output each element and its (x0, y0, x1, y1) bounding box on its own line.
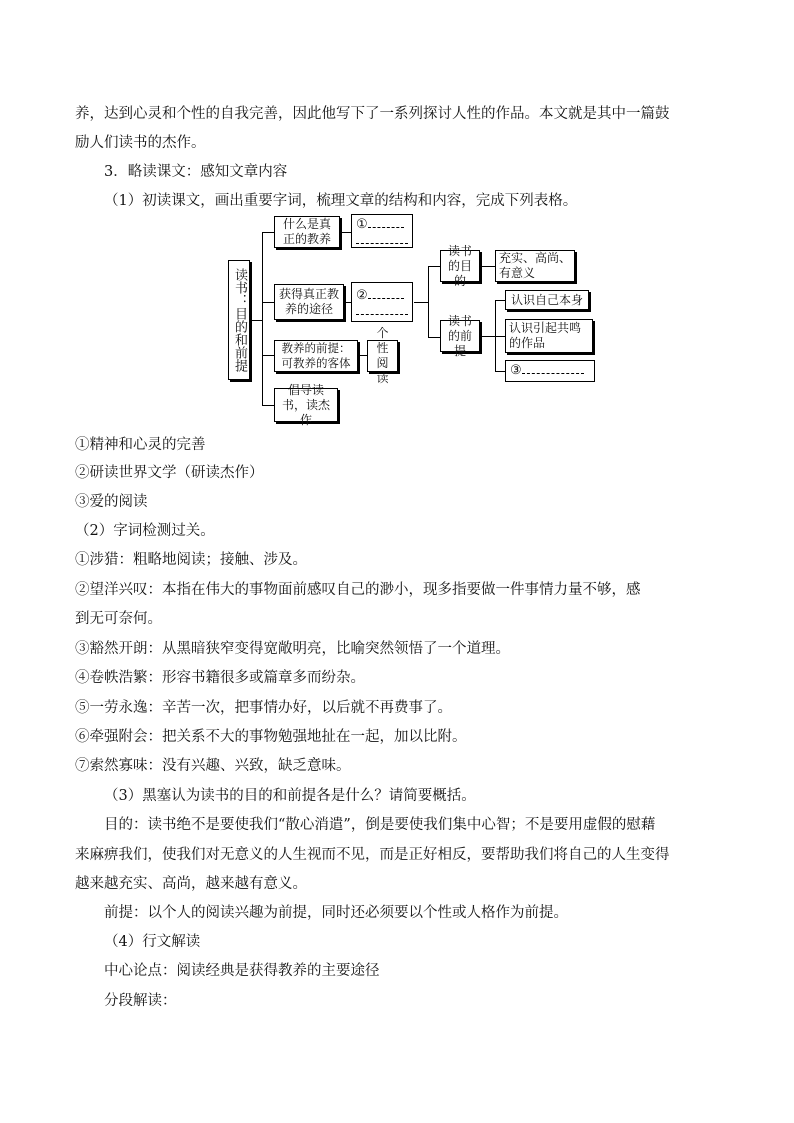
vocab-item: ⑤一劳永逸：辛苦一次，把事情办好，以后就不再费事了。 (75, 700, 452, 716)
blank-3-label: ③ (510, 363, 522, 378)
vocab-item: 到无可奈何。 (75, 611, 162, 627)
connector (262, 302, 274, 303)
answer-3: ③爱的阅读 (75, 494, 148, 510)
connector (495, 336, 505, 337)
q3-purpose-line-1: 目的：读书绝不是要使我们“散心消遣”，倒是要使我们集中心智；不是要用虚假的慰藉 (104, 817, 656, 833)
blank-2 (356, 288, 408, 320)
connector (495, 371, 505, 372)
reading-purpose: 读书的目的 (440, 250, 480, 282)
structure-diagram (228, 212, 608, 427)
blank-line (368, 298, 404, 299)
question-2: （2）字词检测过关。 (75, 523, 215, 539)
question-3: （3）黑塞认为读书的目的和前提各是什么？请简要概括。 (104, 788, 476, 804)
individual-reading: 个性阅读 (367, 340, 398, 372)
question-1: （1）初读课文，画出重要字词，梳理文章的结构和内容，完成下列表格。 (104, 193, 578, 209)
connector (481, 266, 495, 267)
section-3-title: 3．略读课文：感知文章内容 (104, 164, 288, 180)
q3-purpose-line-2: 来麻痹我们，使我们对无意义的人生视而不见，而是正好相反，要帮助我们将自己的人生变得 (75, 847, 670, 863)
connector (481, 336, 495, 337)
vocab-item: ⑦索然寡味：没有兴趣、兴致，缺乏意味。 (75, 758, 351, 774)
diagram-root: 读书：目的和前提 (228, 260, 250, 380)
vocab-item: ⑥牵强附会：把关系不大的事物勉强地扯在一起，加以比附。 (75, 729, 467, 745)
vocab-item: ③豁然开朗：从黑暗狭窄变得宽敞明亮，比喻突然领悟了一个道理。 (75, 641, 510, 657)
blank-1-label: ① (356, 217, 368, 232)
blank-2-label: ② (356, 288, 368, 303)
connector (359, 355, 367, 356)
premise-know-yourself: 认识自己本身 (505, 290, 589, 310)
vocab-item: ④卷帙浩繁：形容书籍很多或篇章多而纷杂。 (75, 670, 365, 686)
segment-reading: 分段解读： (104, 993, 177, 1009)
branch-path-to-cultivation: 获得真正教养的途径 (274, 284, 344, 320)
connector (341, 232, 351, 233)
blank-line (356, 314, 408, 315)
connector (428, 337, 440, 338)
connector (414, 302, 428, 303)
branch-true-cultivation: 什么是真正的教养 (274, 216, 340, 248)
connector (262, 405, 274, 406)
blank-line (356, 243, 408, 244)
connector (252, 320, 262, 321)
connector (495, 300, 505, 301)
question-4: （4）行文解读 (104, 934, 201, 950)
premise-resonant-works: 认识引起共鸣的作品 (505, 319, 593, 353)
blank-1 (356, 217, 408, 249)
q3-premise: 前提：以个人的阅读兴趣为前提，同时还必须要以个性或人格作为前提。 (104, 905, 568, 921)
connector (262, 232, 274, 233)
blank-line (522, 373, 584, 374)
branch-premise-of-cultivation: 教养的前提：可教养的客体 (274, 340, 358, 372)
q3-purpose-line-3: 越来越充实、高尚，越来越有意义。 (75, 876, 307, 892)
connector (262, 232, 263, 406)
blank-3 (510, 363, 584, 379)
vocab-item: ②望洋兴叹：本指在伟大的事物面前感叹自己的渺小，现多指要做一件事情力量不够，感 (75, 582, 641, 598)
intro-line-2: 励人们读书的杰作。 (75, 135, 206, 151)
central-thesis: 中心论点：阅读经典是获得教养的主要途径 (104, 963, 380, 979)
connector (262, 355, 274, 356)
connector (428, 266, 440, 267)
connector (428, 266, 429, 338)
vocab-item: ①涉猎：粗略地阅读；接触、涉及。 (75, 552, 307, 568)
blank-line (368, 227, 404, 228)
reading-premise: 读书的前提 (440, 320, 480, 352)
purpose-detail: 充实、高尚、有意义 (495, 250, 575, 282)
intro-line-1: 养，达到心灵和个性的自我完善，因此他写下了一系列探讨人性的作品。本文就是其中一篇鼓 (75, 106, 670, 122)
answer-2: ②研读世界文学（研读杰作） (75, 465, 264, 481)
branch-advocate-reading: 倡导读书，读杰作 (274, 388, 338, 422)
answer-1: ①精神和心灵的完善 (75, 437, 206, 453)
